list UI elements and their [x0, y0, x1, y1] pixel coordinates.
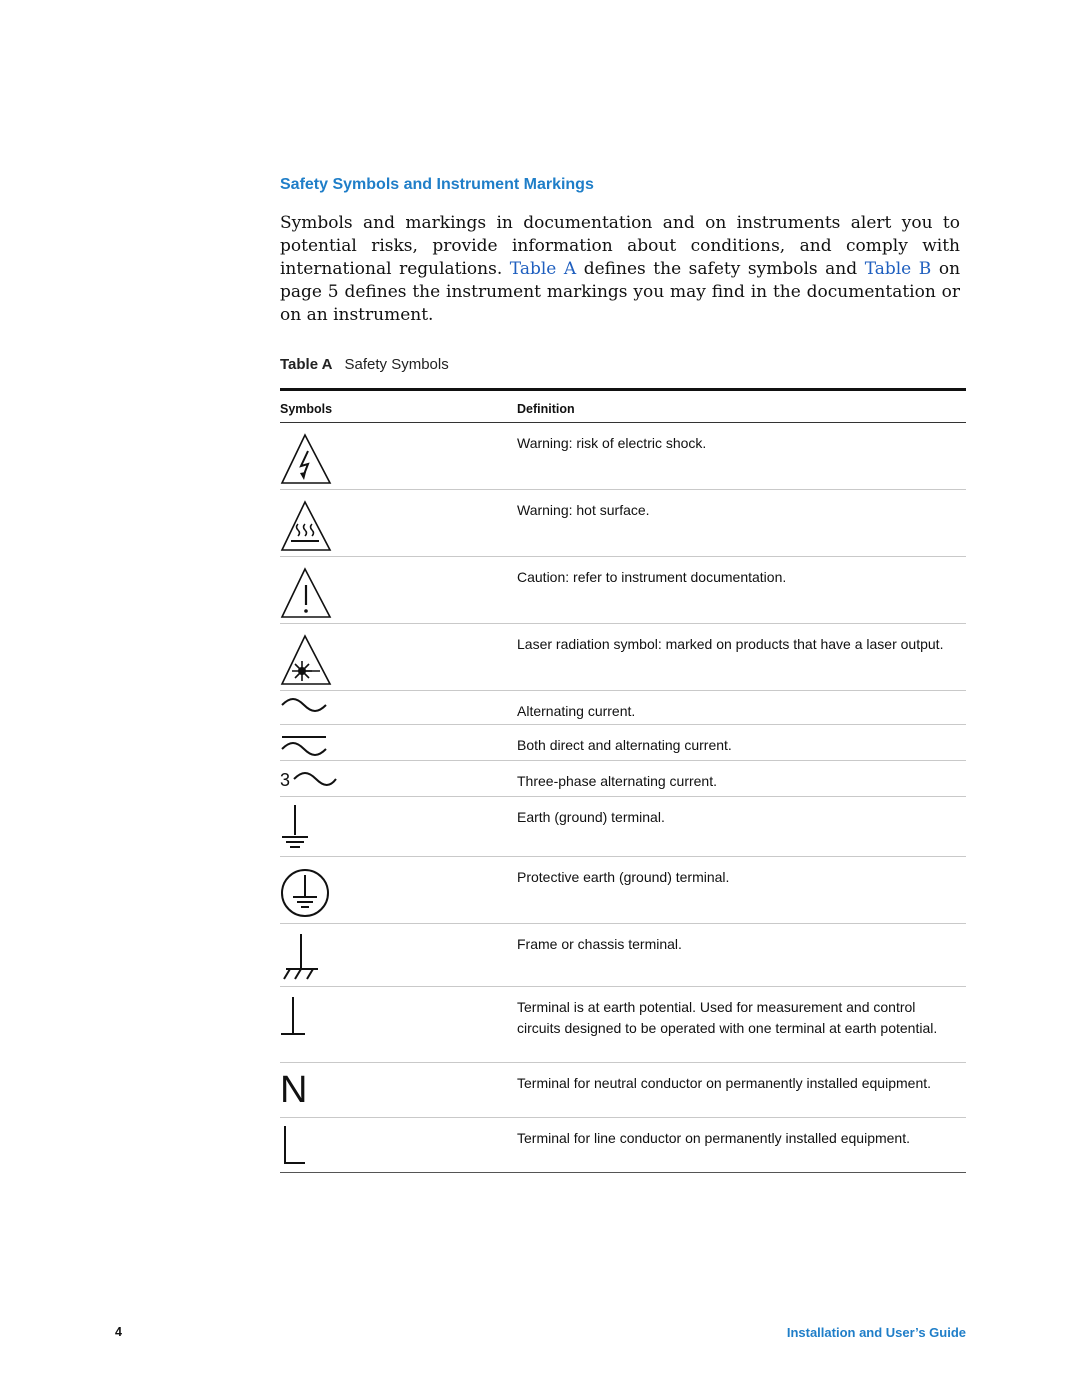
- definition-cell: Three-phase alternating current.: [517, 773, 717, 789]
- table-caption: [280, 356, 449, 373]
- three-phase-ac-icon: [280, 761, 340, 797]
- guide-title: Installation and User’s Guide: [786, 1325, 966, 1340]
- definition-cell: Warning: risk of electric shock.: [517, 435, 707, 451]
- table-row: [280, 987, 966, 1063]
- definition-cell: Earth (ground) terminal.: [517, 809, 665, 825]
- intro-text-2: defines the safety symbols and: [576, 259, 865, 279]
- symbol-cell: [280, 490, 510, 556]
- symbol-cell: [280, 857, 510, 923]
- table-row: [280, 857, 966, 924]
- table-row: [280, 1063, 966, 1118]
- symbol-cell: [280, 423, 510, 489]
- earth-ground-icon: [280, 797, 340, 857]
- intro-paragraph: [280, 212, 960, 327]
- table-caption-label: Table A: [280, 356, 333, 373]
- table-row: [280, 490, 966, 557]
- definition-cell: Frame or chassis terminal.: [517, 936, 682, 952]
- earth-potential-terminal-icon: [280, 987, 340, 1063]
- intro-text-1: Symbols and markings in documentation and on instruments alert you to potential risks, provide information about conditions, and comply with international regulations.: [280, 213, 960, 279]
- symbol-cell: [280, 691, 510, 724]
- dc-ac-current-icon: [280, 725, 340, 761]
- page-number: 4: [115, 1325, 122, 1339]
- table-row: [280, 725, 966, 761]
- table-row: [280, 624, 966, 691]
- symbol-cell: [280, 725, 510, 760]
- table-row: [280, 797, 966, 857]
- intro-text-3: on page 5 defines the instrument markings you may find in the documentation or on an instrument.: [280, 259, 961, 325]
- line-conductor-icon: [280, 1118, 340, 1173]
- symbol-cell: [280, 624, 510, 690]
- header-symbols: Symbols: [280, 402, 333, 416]
- safety-symbols-table: [280, 388, 966, 1173]
- table-row: [280, 924, 966, 987]
- table-caption-title: Safety Symbols: [344, 356, 449, 373]
- table-row: [280, 1118, 966, 1173]
- hot-surface-warning-icon: [280, 490, 340, 557]
- symbol-cell: [280, 1063, 510, 1117]
- table-b-link[interactable]: Table B: [864, 259, 932, 279]
- definition-cell: Laser radiation symbol: marked on products that have a laser output.: [517, 636, 944, 652]
- definition-cell: Both direct and alternating current.: [517, 737, 732, 753]
- definition-cell: Terminal for neutral conductor on permanently installed equipment.: [517, 1075, 932, 1091]
- symbol-cell: [280, 924, 510, 986]
- table-row: [280, 691, 966, 725]
- three-phase-label: 3: [280, 770, 291, 790]
- definition-cell: Alternating current.: [517, 703, 636, 719]
- electric-shock-warning-icon: [280, 423, 340, 490]
- table-header-row: [280, 391, 966, 423]
- symbol-cell: [280, 761, 510, 796]
- caution-exclamation-icon: [280, 557, 340, 624]
- definition-cell: Terminal for line conductor on permanently installed equipment.: [517, 1130, 910, 1146]
- header-definition: Definition: [517, 402, 575, 416]
- definition-cell: Caution: refer to instrument documentation.: [517, 569, 787, 585]
- table-a-link[interactable]: Table A: [509, 259, 577, 279]
- neutral-conductor-icon: N: [280, 1069, 308, 1111]
- alternating-current-icon: [280, 691, 340, 725]
- definition-cell: Terminal is at earth potential. Used for measurement and control circuits designed to be operated with one terminal at earth potential.: [517, 999, 938, 1036]
- symbol-cell: [280, 557, 510, 623]
- symbol-cell: [280, 987, 510, 1062]
- table-row: [280, 557, 966, 624]
- protective-earth-icon: [280, 857, 340, 924]
- table-row: [280, 423, 966, 490]
- table-row: [280, 761, 966, 797]
- definition-cell: Protective earth (ground) terminal.: [517, 869, 730, 885]
- symbol-cell: [280, 797, 510, 856]
- section-title: Safety Symbols and Instrument Markings: [280, 176, 594, 193]
- definition-cell: Warning: hot surface.: [517, 502, 650, 518]
- chassis-terminal-icon: [280, 924, 340, 987]
- laser-radiation-icon: [280, 624, 340, 691]
- symbol-cell: [280, 1118, 510, 1172]
